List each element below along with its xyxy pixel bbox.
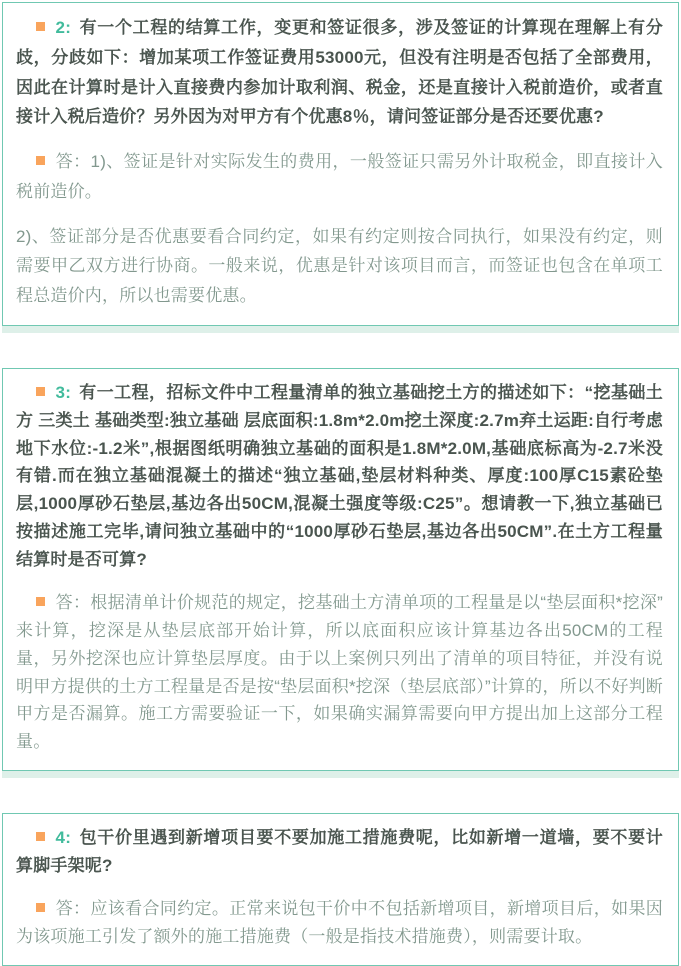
- square-bullet-icon: [36, 832, 45, 841]
- square-bullet-icon: [36, 597, 45, 606]
- question-text: 包干价里遇到新增项目要不要加施工措施费呢，比如新增一道墙，要不要计算脚手架呢?: [16, 828, 663, 875]
- answer-paragraph: [16, 147, 663, 207]
- qa-card-4: [2, 813, 679, 966]
- square-bullet-icon: [36, 22, 45, 31]
- answer-paragraph: [16, 895, 663, 951]
- question-paragraph: [16, 824, 663, 880]
- answer-paragraph: 2)、签证部分是否优惠要看合同约定，如果有约定则按合同执行，如果没有约定，则需要甲乙双方进行协商。一般来说，优惠是针对该项目而言，而签证也包含在单项工程总造价内，所以也需要优惠。: [16, 226, 663, 305]
- question-paragraph: [16, 13, 663, 132]
- question-number: 3:: [55, 382, 72, 402]
- question-paragraph: [16, 379, 663, 574]
- question-text: 有一工程，招标文件中工程量清单的独立基础挖土方的描述如下：“挖基础土方 三类土 基础类型:独立基础 层底面积:1.8m*2.0m挖土深度:2.7m弃土运距:自行考虑 地下水位:-1.2米”,根据图纸明确独立基础的面积是1.8M*2.0M,基础底标高为-2.7米没有错.而在独立基础混凝土的描述“独立基础,垫层材料种类、厚度:100厚C15素砼垫层,1000厚砂石垫层,基边各出50CM,混凝土强度等级:C25”。想请教一下,独立基础已按描述施工完毕,请问独立基础中的“1000厚砂石垫层,基边各出50CM”.在土方工程量结算时是否可算?: [16, 382, 663, 569]
- square-bullet-icon: [36, 387, 45, 396]
- qa-card-3: [2, 368, 679, 771]
- question-number: 2:: [55, 18, 72, 37]
- square-bullet-icon: [36, 156, 45, 165]
- answer-text: 答：1)、签证是针对实际发生的费用，一般签证只需另外计取税金，即直接计入税前造价。: [16, 152, 663, 201]
- qa-card-2: [2, 2, 679, 326]
- question-text: 有一个工程的结算工作，变更和签证很多，涉及签证的计算现在理解上有分歧，分歧如下：增加某项工作签证费用53000元，但没有注明是否包括了全部费用，因此在计算时是计入直接费内参加计取利润、税金，还是直接计入税前造价，或者直接计入税后造价？另外因为对甲方有个优惠8％，请问签证部分是否还要优惠?: [16, 18, 663, 127]
- answer-text: 答：根据清单计价规范的规定，挖基础土方清单项的工程量是以“垫层面积*挖深”来计算，挖深是从垫层底部开始计算，所以底面积应该计算基边各出50CM的工程量，另外挖深也应计算垫层厚度。由于以上案例只列出了清单的项目特征，并没有说明甲方提供的土方工程量是否是按“垫层面积*挖深（垫层底部）”计算的，所以不好判断甲方是否漏算。施工方需要验证一下，如果确实漏算需要向甲方提出加上这部分工程量。: [16, 592, 663, 752]
- answer-text: 答：应该看合同约定。正常来说包干价中不包括新增项目，新增项目后，如果因为该项施工引发了额外的施工措施费（一般是指技术措施费），则需要计取。: [16, 898, 663, 946]
- answer-paragraph: [16, 589, 663, 756]
- question-number: 4:: [55, 828, 72, 848]
